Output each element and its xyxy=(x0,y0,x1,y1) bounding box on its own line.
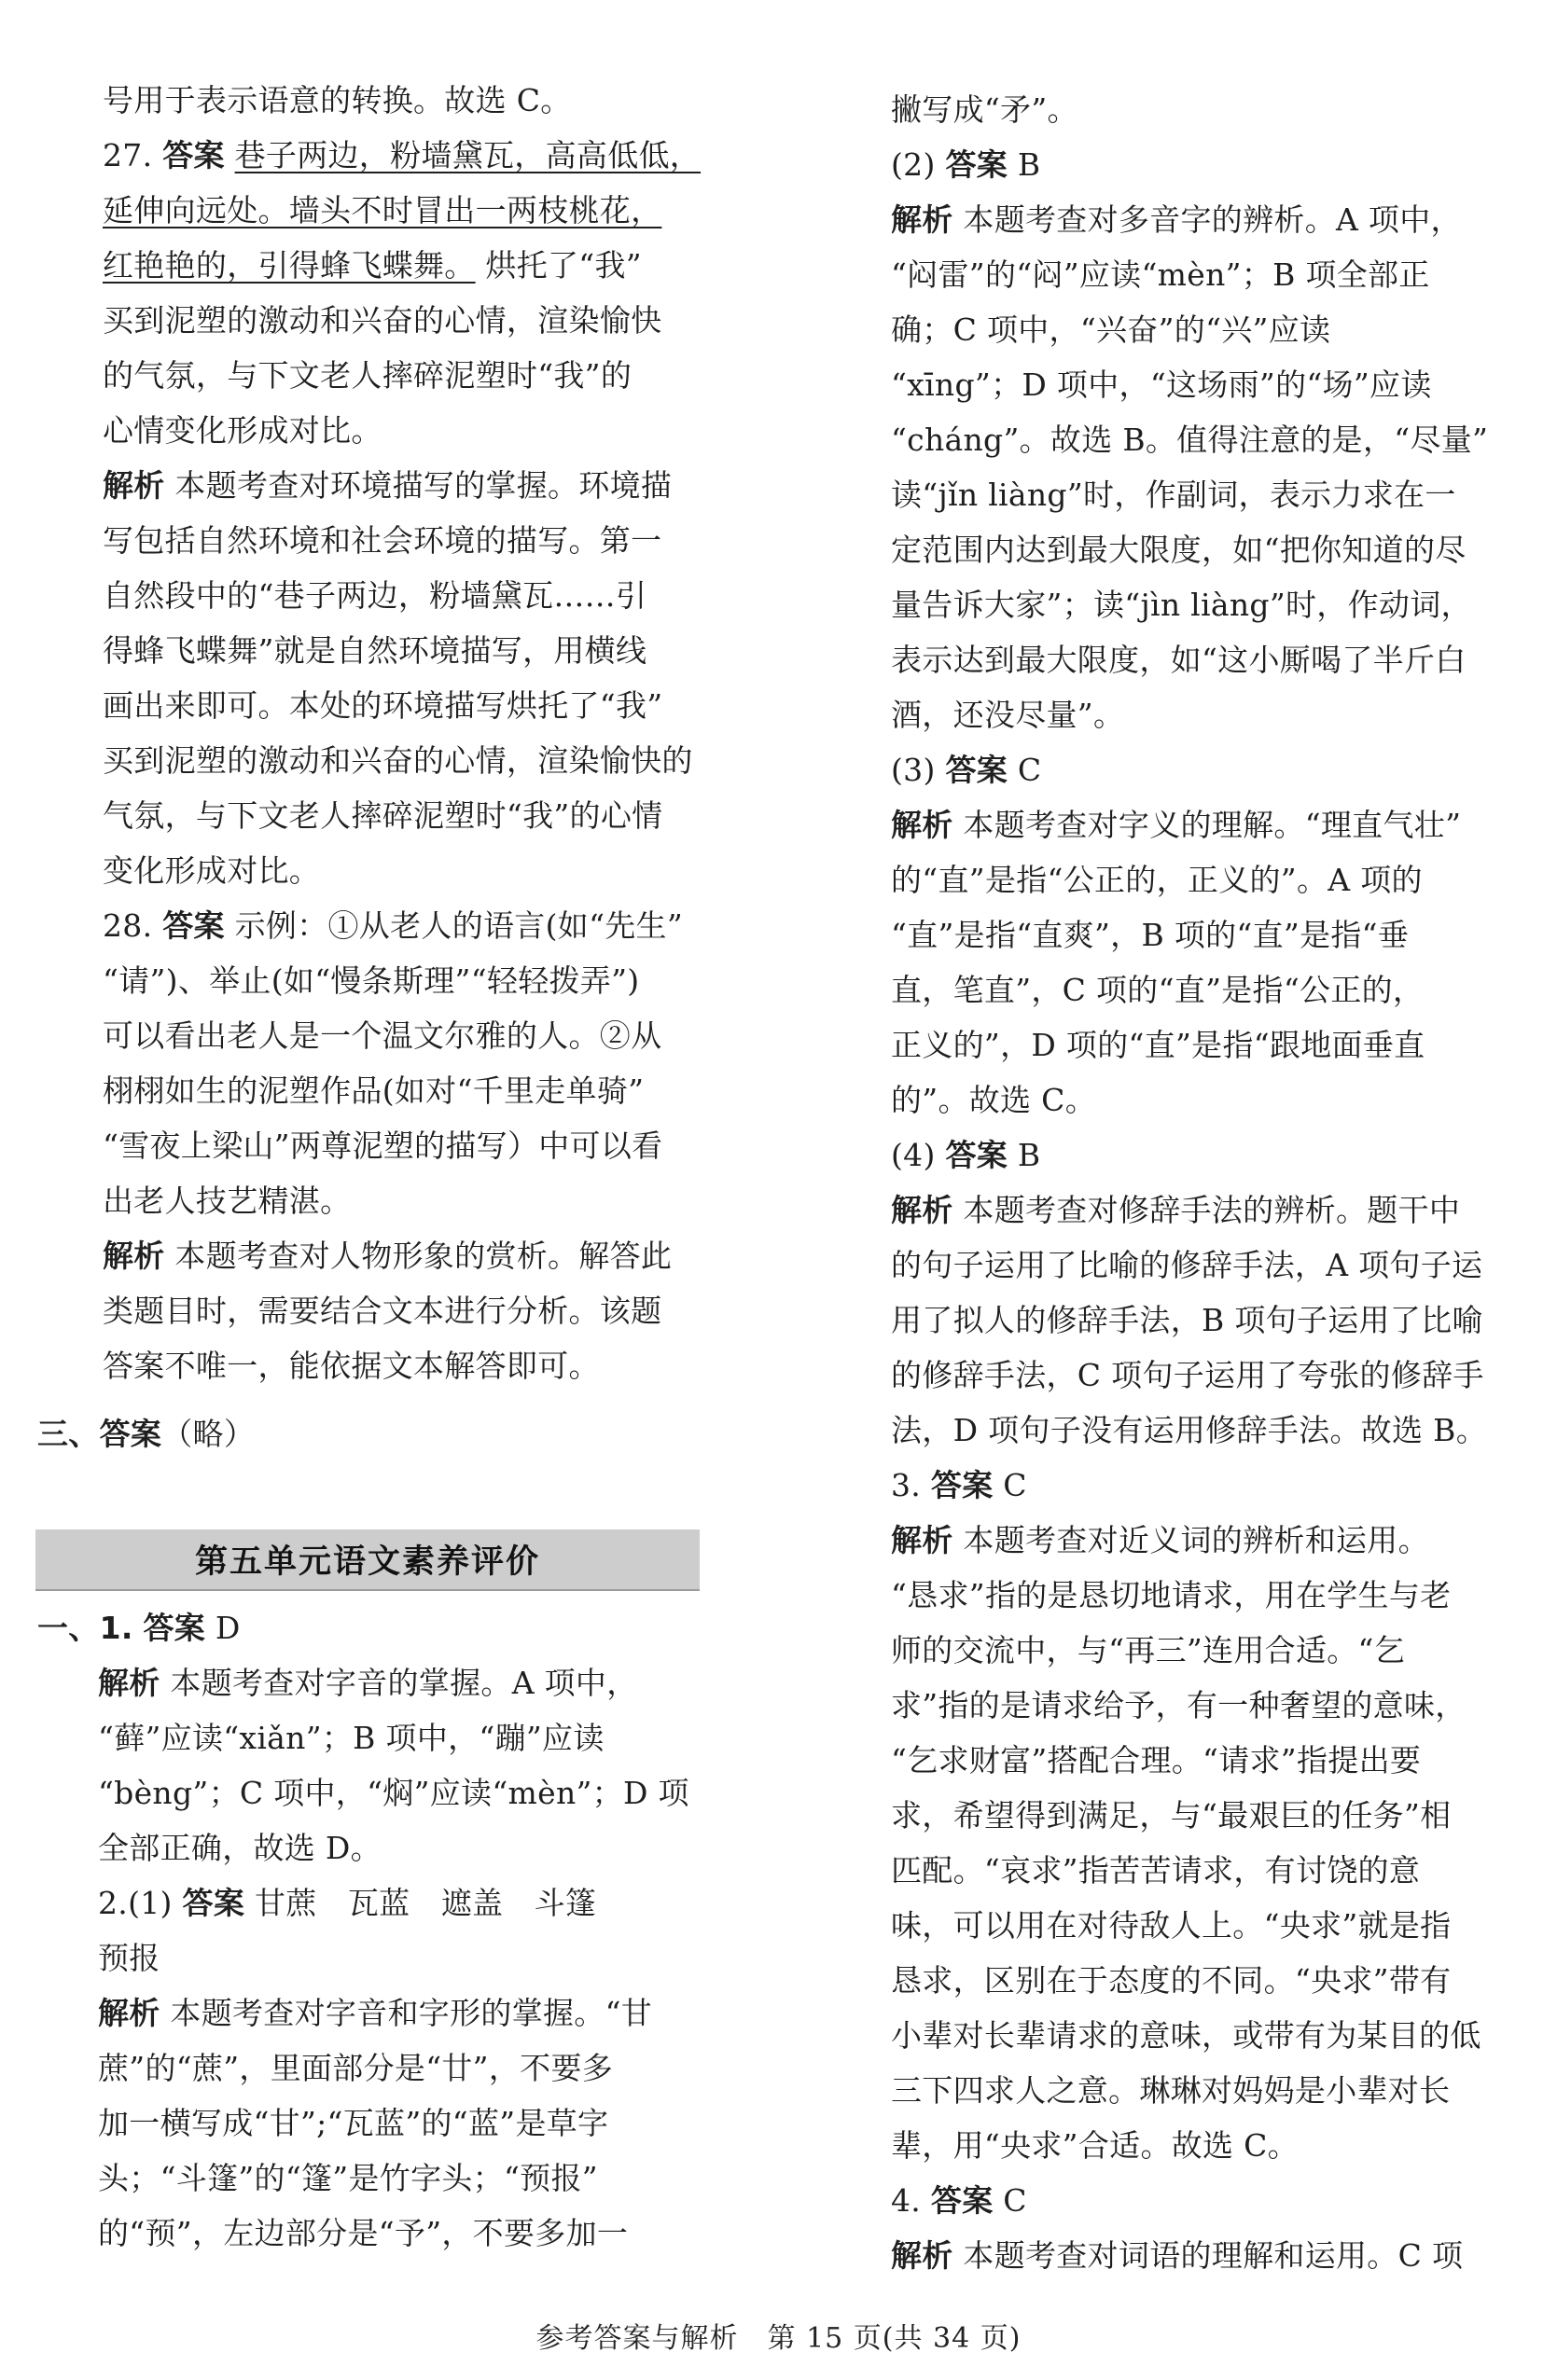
analysis-label: 解析 xyxy=(98,1665,160,1701)
text-line xyxy=(103,183,709,238)
text-line: 栩栩如生的泥塑作品(如对“千里走单骑” xyxy=(103,1072,645,1109)
text-line: 加一横写成“甘”;“瓦蓝”的“蓝”是草字 xyxy=(98,2105,609,2141)
text-line: “请”)、举止(如“慢条斯理”“轻轻拨弄”) xyxy=(103,962,640,999)
analysis-line: 解析 本题考查对词语的理解和运用。C 项 xyxy=(891,2237,1464,2274)
answer-line-2-2: (2) 答案 B xyxy=(891,146,1041,183)
answer-label: 答案 xyxy=(99,1416,162,1452)
answer-label: 答案 xyxy=(162,907,225,944)
text-line: “藓”应读“xiǎn”；B 项中，“蹦”应读 xyxy=(98,1720,605,1756)
text-line: 的“直”是指“公正的，正义的”。A 项的 xyxy=(891,862,1423,898)
analysis-line: 解析 本题考查对字义的理解。“理直气壮” xyxy=(891,807,1462,843)
underlined-text: 巷子两边，粉墙黛瓦，高高低低， xyxy=(234,137,702,173)
text-line: 三下四求人之意。琳琳对妈妈是小辈对长 xyxy=(891,2072,1451,2109)
analysis-line: 解析 本题考查对人物形象的赏析。解答此 xyxy=(103,1238,673,1274)
text-line: 类题目时，需要结合文本进行分析。该题 xyxy=(103,1293,662,1329)
text-line: 匹配。“哀求”指苦苦请求，有讨饶的意 xyxy=(891,1852,1421,1889)
text-line: 预报 xyxy=(98,1940,160,1976)
text-line: 画出来即可。本处的环境描写烘托了“我” xyxy=(103,687,663,724)
analysis-line: 解析 本题考查对多音字的辨析。A 项中， xyxy=(891,201,1462,238)
text-line: 可以看出老人是一个温文尔雅的人。②从 xyxy=(103,1017,662,1054)
text-line: 直，笔直”，C 项的“直”是指“公正的， xyxy=(891,972,1425,1008)
text-line: 味，可以用在对待敌人上。“央求”就是指 xyxy=(891,1907,1452,1944)
text-line: 全部正确，故选 D。 xyxy=(98,1830,382,1866)
text-line: 蔗”的“蔗”，里面部分是“廿”，不要多 xyxy=(98,2050,614,2086)
text-line: 撇写成“矛”。 xyxy=(891,91,1078,128)
text-line: 写包括自然环境和社会环境的描写。第一 xyxy=(103,522,662,559)
text-line: 气氛，与下文老人摔碎泥塑时“我”的心情 xyxy=(103,797,663,834)
text-line: 求，希望得到满足，与“最艰巨的任务”相 xyxy=(891,1797,1452,1833)
text-line: 辈，用“央求”合适。故选 C。 xyxy=(891,2127,1299,2164)
text-line: “雪夜上梁山”两尊泥塑的描写）中可以看 xyxy=(103,1128,663,1164)
text-line: 的句子运用了比喻的修辞手法，A 项句子运 xyxy=(891,1247,1483,1283)
answer-label: 答案 xyxy=(945,752,1008,788)
text-line: 头；“斗篷”的“篷”是竹字头；“预报” xyxy=(98,2160,598,2196)
answer-line-4: 4. 答案 C xyxy=(891,2182,1027,2219)
text-line: 用了拟人的修辞手法，B 项句子运用了比喻 xyxy=(891,1302,1483,1338)
text-line: 师的交流中，与“再三”连用合适。“乞 xyxy=(891,1632,1406,1668)
text-line: 量告诉大家”；读“jìn liàng”时，作动词， xyxy=(891,587,1472,623)
text-line: 得蜂飞蝶舞”就是自然环境描写，用横线 xyxy=(103,632,647,669)
text-line: 酒，还没尽量”。 xyxy=(891,697,1125,733)
left-column-lower xyxy=(37,1600,709,2261)
analysis-label: 解析 xyxy=(98,1995,160,2031)
analysis-label: 解析 xyxy=(891,807,953,843)
answer-line-3: 3. 答案 C xyxy=(891,1467,1027,1503)
page-footer: 参考答案与解析 第 15 页(共 34 页) xyxy=(535,2322,1022,2355)
answer-line-1: 一、1. 答案 D xyxy=(37,1610,241,1646)
answer-line-2-3: (3) 答案 C xyxy=(891,752,1042,788)
text-line: 答案不唯一，能依据文本解答即可。 xyxy=(103,1348,600,1384)
text-line: 的“预”，左边部分是“予”，不要多加一 xyxy=(98,2215,629,2251)
answer-line-2-1: 2.(1) 答案 甘蔗 瓦蓝 遮盖 斗篷 xyxy=(98,1885,597,1921)
left-column xyxy=(103,73,709,1393)
unit-title: 第五单元语文素养评价 xyxy=(194,1543,540,1581)
text-line: 红艳艳的，引得蜂飞蝶舞。 烘托了“我” xyxy=(103,247,642,284)
text-line: 买到泥塑的激动和兴奋的心情，渲染愉快的 xyxy=(103,742,693,779)
answer-label: 答案 xyxy=(162,137,225,173)
text-line: 表示达到最大限度，如“这小厮喝了半斤白 xyxy=(891,642,1467,678)
text-line: 自然段中的“巷子两边，粉墙黛瓦……引 xyxy=(103,577,647,614)
text-line: 定范围内达到最大限度，如“把你知道的尽 xyxy=(891,532,1467,568)
analysis-label: 解析 xyxy=(103,1238,165,1274)
text-line: “闷雷”的“闷”应读“mèn”；B 项全部正 xyxy=(891,256,1430,293)
text-line: 号用于表示语意的转换。故选 C。 xyxy=(103,82,572,118)
analysis-line: 解析 本题考查对近义词的辨析和运用。 xyxy=(891,1522,1429,1558)
text-line: 法，D 项句子没有运用修辞手法。故选 B。 xyxy=(891,1412,1487,1448)
text-line: 出老人技艺精湛。 xyxy=(103,1183,352,1219)
answer-line-28: 28. 答案 示例：①从老人的语言(如“先生” xyxy=(103,907,684,944)
analysis-label: 解析 xyxy=(891,1522,953,1558)
answer-label: 答案 xyxy=(182,1885,245,1921)
text-line: 买到泥塑的激动和兴奋的心情，渲染愉快 xyxy=(103,302,662,339)
text-line: 的修辞手法，C 项句子运用了夸张的修辞手 xyxy=(891,1357,1484,1393)
text-line: 恳求，区别在于态度的不同。“央求”带有 xyxy=(891,1962,1452,1999)
text-line: 小辈对长辈请求的意味，或带有为某目的低 xyxy=(891,2017,1481,2054)
answer-label: 答案 xyxy=(930,1467,994,1503)
text-line: 变化形成对比。 xyxy=(103,852,321,889)
analysis-label: 解析 xyxy=(891,2237,953,2274)
text-line: “cháng”。故选 B。值得注意的是，“尽量” xyxy=(891,422,1489,458)
analysis-line: 解析 本题考查对修辞手法的辨析。题干中 xyxy=(891,1192,1461,1228)
text-line: 心情变化形成对比。 xyxy=(103,412,382,449)
answer-line-27: 27. 答案 巷子两边，粉墙黛瓦，高高低低， xyxy=(103,137,702,173)
text-line: “bèng”；C 项中，“焖”应读“mèn”；D 项 xyxy=(98,1775,689,1811)
unit-title-banner xyxy=(35,1529,700,1591)
underlined-text: 红艳艳的，引得蜂飞蝶舞。 xyxy=(103,247,476,284)
text-line: 确；C 项中，“兴奋”的“兴”应读 xyxy=(891,311,1331,348)
answer-line-2-4: (4) 答案 B xyxy=(891,1137,1041,1173)
text-line: 的”。故选 C。 xyxy=(891,1082,1097,1118)
text-line: 求”指的是请求给予，有一种奢望的意味， xyxy=(891,1687,1467,1723)
analysis-line: 解析 本题考查对字音的掌握。A 项中， xyxy=(98,1665,638,1701)
section-three-line: 三、答案（略） xyxy=(37,1416,256,1452)
analysis-label: 解析 xyxy=(891,201,953,238)
underlined-text: 延伸向远处。墙头不时冒出一两枝桃花， xyxy=(103,192,662,228)
text-line: “直”是指“直爽”，B 项的“直”是指“垂 xyxy=(891,917,1410,953)
right-column xyxy=(891,82,1497,2283)
text-line: 的气氛，与下文老人摔碎泥塑时“我”的 xyxy=(103,357,633,394)
analysis-line: 解析 本题考查对字音和字形的掌握。“甘 xyxy=(98,1995,653,2031)
text-line: 正义的”，D 项的“直”是指“跟地面垂直 xyxy=(891,1027,1425,1063)
text-line: “xīng”；D 项中，“这场雨”的“场”应读 xyxy=(891,367,1432,403)
answer-label: 答案 xyxy=(930,2182,994,2219)
analysis-line: 解析 本题考查对环境描写的掌握。环境描 xyxy=(103,467,673,504)
answer-label: 答案 xyxy=(945,1137,1008,1173)
text-line: 读“jǐn liàng”时，作副词，表示力求在一 xyxy=(891,477,1456,513)
text-line: “乞求财富”搭配合理。“请求”指提出要 xyxy=(891,1742,1422,1778)
text-line: “恳求”指的是恳切地请求，用在学生与老 xyxy=(891,1577,1452,1613)
answer-label: 答案 xyxy=(945,146,1008,183)
analysis-label: 解析 xyxy=(103,467,165,504)
analysis-label: 解析 xyxy=(891,1192,953,1228)
answer-label: 答案 xyxy=(143,1610,206,1646)
